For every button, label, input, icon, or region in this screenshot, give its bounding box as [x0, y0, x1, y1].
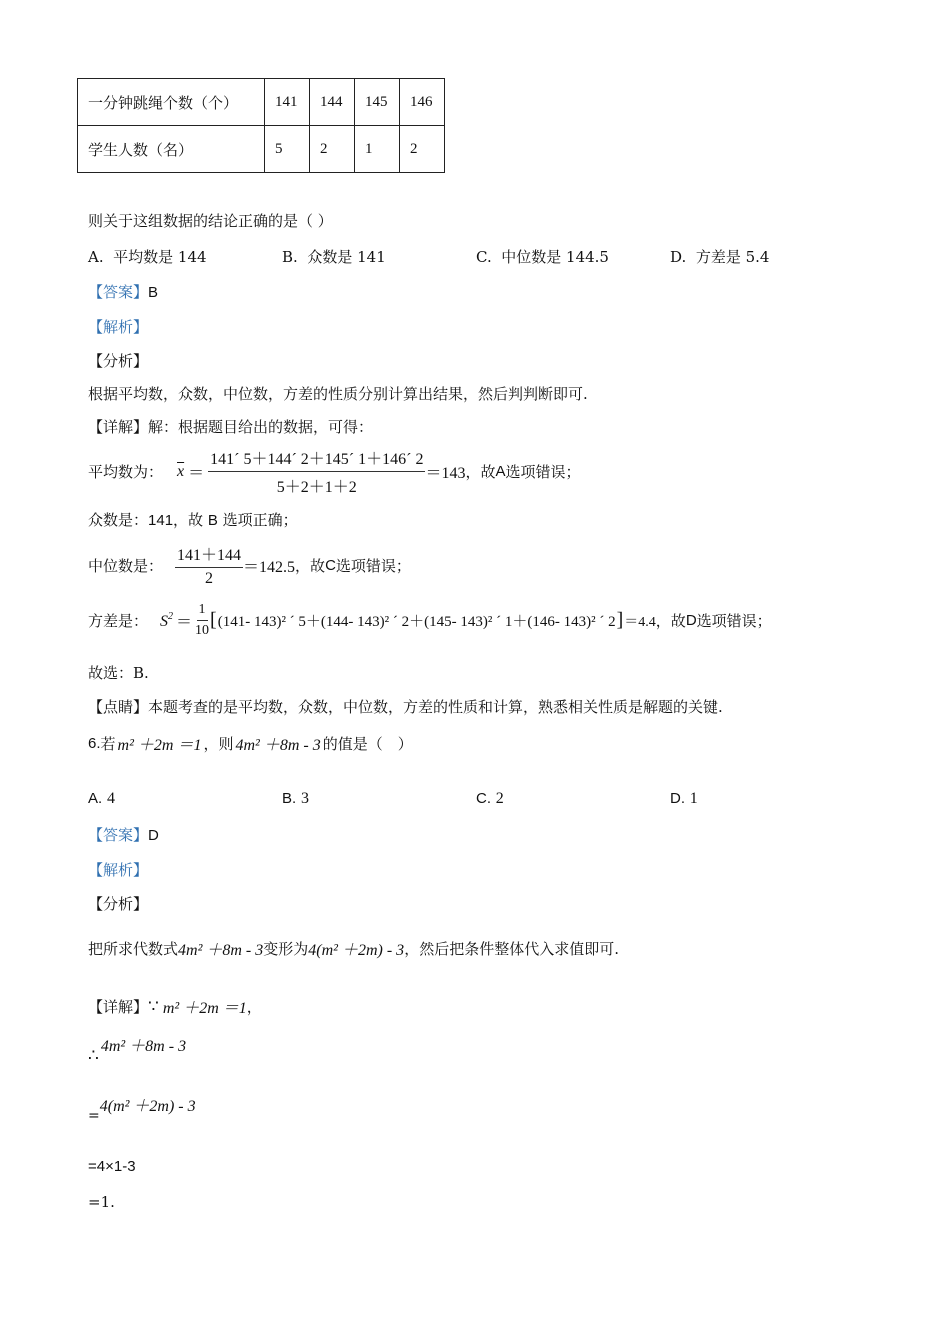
option-b — [282, 246, 386, 267]
detail-tag: 【详解】 — [88, 418, 149, 436]
stem-pre: 若 — [100, 735, 116, 753]
table-cell: 5 — [265, 126, 310, 173]
median-tail-letter: C — [325, 556, 336, 574]
option-text: 中位数是 144.5 — [501, 248, 609, 266]
mode-tail-letter: B — [207, 512, 218, 529]
step-4: =1. — [88, 1193, 115, 1211]
question-number: 6. — [88, 735, 101, 752]
option-c — [476, 246, 609, 267]
mean-result: ＝143 — [425, 465, 466, 482]
mode-tail-pre: ，故 — [173, 511, 208, 529]
variance-label: 方差是： — [88, 612, 149, 630]
detail-line — [88, 995, 262, 1018]
variance-tail-post: 选项错误； — [696, 612, 772, 630]
table-cell: 146 — [400, 79, 445, 126]
table-cell: 2 — [310, 126, 355, 173]
variance-result: ＝4.4 — [624, 614, 656, 630]
detail-intro: 解：根据题目给出的数据，可得： — [148, 418, 374, 436]
fenxi-expression-2: 4(m² ＋2m) - 3 — [308, 942, 405, 959]
median-line — [88, 542, 411, 588]
option-letter: B. — [282, 790, 297, 807]
target-expression: 4m² ＋8m - 3 — [235, 737, 321, 754]
table-cell: 2 — [400, 126, 445, 173]
mean-label: 平均数为： — [88, 463, 164, 481]
variance-numerator: 1 — [197, 602, 208, 621]
option-text: 众数是 141 — [307, 248, 386, 266]
option-letter: D. — [670, 790, 685, 807]
variance-line — [88, 602, 772, 639]
mode-label: 众数是： — [88, 511, 149, 529]
equals-sign: ＝ — [188, 465, 205, 482]
answer-value: B — [148, 284, 159, 301]
option-b — [282, 789, 309, 808]
data-table — [77, 78, 445, 173]
mean-tail-post: 选项错误； — [505, 463, 581, 481]
mean-numerator: 141´ 5＋144´ 2＋145´ 1＋146´ 2 — [208, 446, 425, 472]
option-text: 平均数是 144 — [113, 248, 207, 266]
step-1 — [88, 1038, 187, 1066]
comment-line — [88, 696, 723, 717]
option-text: 2 — [495, 790, 504, 807]
detail-tag: 【详解】 — [88, 998, 149, 1016]
mode-value: 141 — [148, 512, 174, 529]
fenxi-post: ，然后把条件整体代入求值即可. — [404, 940, 619, 958]
fenxi-expression-1: 4m² ＋8m - 3 — [178, 942, 264, 959]
equals-sign: = — [88, 1108, 100, 1124]
variance-body: (141- 143)² ´ 5＋(144- 143)² ´ 2＋(145- 143)² ´ 1＋(146- 143)² ´ 2 — [217, 614, 616, 630]
mode-line — [88, 509, 298, 530]
median-label: 中位数是： — [88, 556, 164, 575]
fenxi-pre: 把所求代数式 — [88, 940, 179, 958]
left-bracket: [ — [210, 609, 217, 631]
question-6-stem — [88, 732, 413, 755]
mean-fraction — [208, 446, 425, 497]
variance-fraction — [195, 602, 209, 639]
right-bracket: ] — [616, 609, 624, 631]
median-fraction — [175, 542, 243, 588]
variance-denominator: 10 — [195, 623, 210, 638]
option-text: 方差是 5.4 — [695, 248, 770, 266]
mean-tail-letter: A — [495, 463, 506, 480]
option-letter: A. — [88, 790, 103, 807]
variance-tail-letter: D — [685, 612, 697, 629]
option-c — [476, 789, 504, 808]
analysis-tag: 【解析】 — [88, 861, 149, 879]
median-numerator: 141＋144 — [175, 542, 243, 568]
table-row — [78, 79, 445, 126]
step-2 — [88, 1098, 196, 1124]
table-row — [78, 126, 445, 173]
step-2-expression: 4(m² ＋2m) - 3 — [99, 1098, 196, 1115]
stem-post: 的值是（ ） — [322, 735, 413, 753]
table-cell: 1 — [355, 126, 400, 173]
answer-tag: 【答案】 — [88, 826, 149, 844]
step-1-expression: 4m² ＋8m - 3 — [100, 1038, 187, 1055]
option-letter: C. — [476, 248, 492, 266]
stem-mid: ，则 — [203, 735, 234, 753]
conclusion: 故选：B. — [88, 664, 149, 682]
option-letter: A. — [88, 248, 104, 266]
option-d — [670, 246, 769, 267]
table-row-label: 一分钟跳绳个数（个） — [78, 79, 265, 126]
table-cell: 145 — [355, 79, 400, 126]
answer-tag: 【答案】 — [88, 283, 149, 301]
mean-line — [88, 446, 581, 497]
option-d — [670, 789, 698, 808]
answer-line — [88, 824, 159, 845]
median-tail-pre: ，故 — [295, 556, 326, 575]
fenxi-mid: 变形为 — [263, 940, 309, 958]
therefore-symbol: ∴ — [88, 1046, 99, 1066]
option-letter: B. — [282, 248, 298, 266]
question-stem: 则关于这组数据的结论正确的是（ ） — [88, 212, 333, 230]
fenxi-tag: 【分析】 — [88, 895, 149, 913]
fenxi-line — [88, 937, 619, 960]
option-text: 3 — [300, 790, 309, 807]
equals-sign: ＝ — [176, 614, 193, 631]
option-a — [88, 246, 207, 267]
mean-tail-pre: ，故 — [465, 463, 496, 481]
variance-tail-pre: ，故 — [655, 612, 686, 630]
detail-condition: m² ＋2m ＝1 — [162, 1000, 247, 1017]
option-text: 4 — [106, 790, 115, 807]
comment-text: 本题考查的是平均数，众数，中位数，方差的性质和计算，熟悉相关性质是解题的关键. — [148, 698, 723, 716]
analysis-tag: 【解析】 — [88, 318, 149, 336]
answer-value: D — [148, 827, 159, 844]
table-row-label: 学生人数（名） — [78, 126, 265, 173]
because-symbol: ∵ — [148, 996, 159, 1017]
variance-symbol: $S^2$ — [160, 610, 174, 630]
option-letter: C. — [476, 790, 491, 807]
option-text: 1 — [689, 790, 698, 807]
median-tail-post: 选项错误； — [335, 556, 411, 575]
median-result: ＝142.5 — [243, 558, 296, 576]
table-cell: 141 — [265, 79, 310, 126]
condition-expression: m² ＋2m ＝1 — [117, 737, 202, 754]
mean-symbol: $\overline{x}$ — [177, 462, 185, 480]
option-letter: D. — [670, 248, 687, 266]
option-a — [88, 789, 115, 808]
detail-comma: ， — [246, 998, 262, 1016]
table-cell: 144 — [310, 79, 355, 126]
answer-line — [88, 281, 158, 302]
comment-tag: 【点睛】 — [88, 698, 149, 716]
fenxi-tag: 【分析】 — [88, 352, 149, 370]
median-denominator: 2 — [205, 570, 214, 587]
detail-line — [88, 416, 373, 437]
mode-tail-post: 选项正确； — [217, 511, 298, 529]
step-3: =4×1-3 — [88, 1158, 136, 1175]
mean-denominator: 5＋2＋1＋2 — [276, 479, 357, 496]
fenxi-text: 根据平均数，众数，中位数，方差的性质分别计算出结果，然后判判断即可. — [88, 385, 588, 403]
